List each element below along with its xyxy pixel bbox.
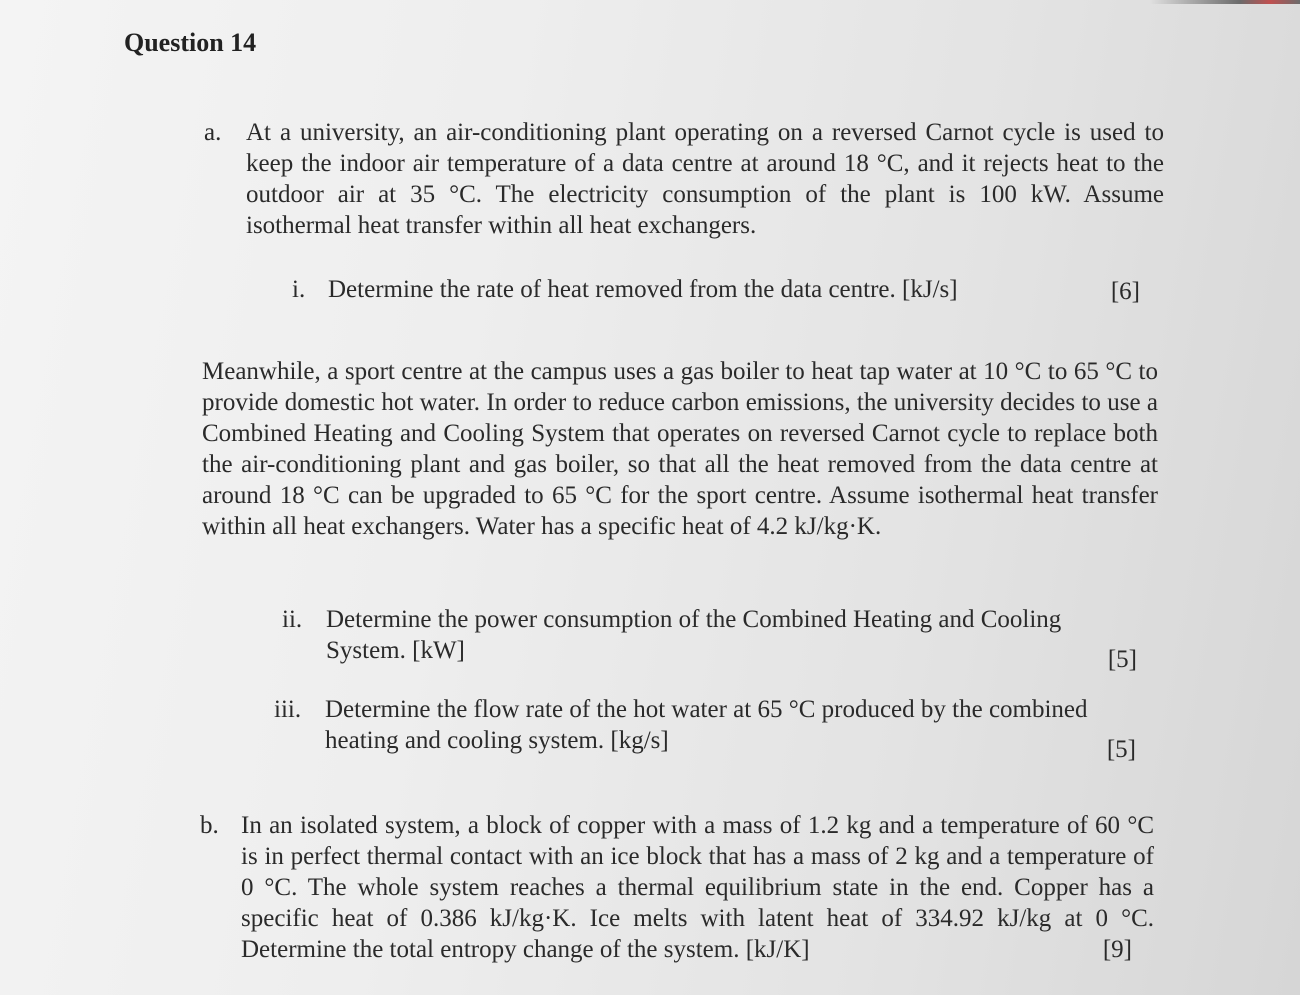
part-a-text: At a university, an air-conditioning plant operating on a reversed Carnot cycle is used to keep the indoor air temperature of a data centre at around 18 °C, and it rejects heat to the outdoor air at 35 °C. The electricity consumption of the plant is 100 kW. Assume isothermal heat transfer within all heat exchangers. <box>246 119 1164 239</box>
screen-edge <box>1150 0 1300 4</box>
meanwhile-paragraph: Meanwhile, a sport centre at the campus uses a gas boiler to heat tap water at 10 °C to 65 °C to provide domestic hot water. In order to reduce carbon emissions, the university decides to use a Combined Heating and Cooling System that operates on reversed Carnot cycle to replace both the air-conditioning plant and gas boiler, so that all the heat removed from the data centre at around 18 °C can be upgraded to 65 °C for the sport centre. Assume isothermal heat transfer within all heat exchangers. Water has a specific heat of 4.2 kJ/kg·K. <box>202 358 1158 540</box>
subquestion-i-marks: [6] <box>1110 278 1140 305</box>
part-b-label: b. <box>200 812 219 839</box>
part-b-text: In an isolated system, a block of copper with a mass of 1.2 kg and a temperature of 60 °C is in perfect thermal contact with an ice block that has a mass of 2 kg and a temperature of 0 °C. The whole system reaches a thermal equilibrium state in the end. Copper has a specific heat of 0.386 kJ/kg·K. Ice melts with latent heat of 334.92 kJ/kg at 0 °C. Determine the total entropy change of the system. [kJ/K] <box>241 812 1154 963</box>
subquestion-i-label: i. <box>292 276 306 303</box>
subquestion-iii-marks: [5] <box>1106 736 1136 763</box>
subquestion-iii-text: Determine the flow rate of the hot water at 65 °C produced by the combined heating and cooling system. [kg/s] <box>325 696 1088 754</box>
part-b-marks: [9] <box>1102 936 1132 963</box>
subquestion-ii-marks: [5] <box>1107 646 1137 673</box>
subquestion-iii <box>274 694 1150 763</box>
part-a-label: a. <box>204 119 222 146</box>
subquestion-iii-label: iii. <box>274 696 302 723</box>
subquestion-i-text: Determine the rate of heat removed from the data centre. [kJ/s] <box>328 276 958 303</box>
subquestion-ii-text: Determine the power consumption of the Combined Heating and Cooling System. [kW] <box>326 606 1062 664</box>
question-title: Question 14 <box>124 28 257 57</box>
subquestion-i <box>288 274 1148 306</box>
subquestion-ii-label: ii. <box>282 606 303 633</box>
subquestion-ii <box>282 604 1142 673</box>
